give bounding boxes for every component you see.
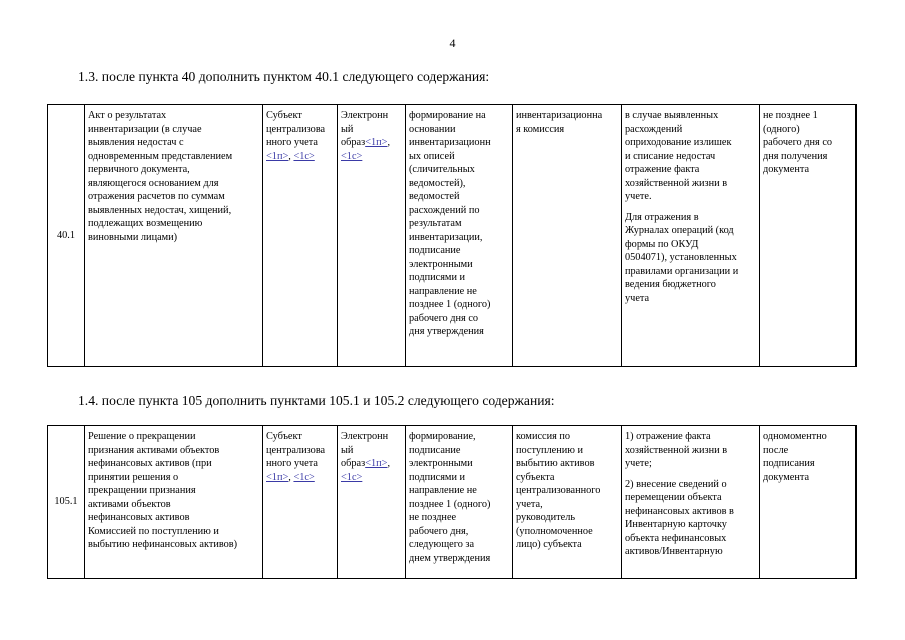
footnote-link-1c[interactable]: <1с> — [293, 471, 315, 483]
format-cell — [338, 105, 406, 367]
cell-text-line: Инвентарную карточку — [625, 519, 727, 530]
cell-text-line: виновными лицами) — [88, 231, 178, 243]
cell-text-line: являющегося основанием для — [88, 177, 219, 189]
cell-text-line: инвентаризации (в случае — [88, 123, 202, 135]
cell-text-line: ведомостей), — [409, 177, 466, 189]
page-number: 4 — [449, 36, 456, 50]
amendment-table-40-1 — [47, 104, 857, 367]
table-row — [48, 105, 856, 367]
footnote-link-1p[interactable]: <1п> — [266, 471, 289, 483]
cell-text-line: отражения расчетов по суммам — [88, 191, 225, 202]
cell-text-line: позднее 1 (одного) — [409, 498, 491, 510]
cell-text-line: подлежащих возмещению — [88, 218, 203, 229]
format-line: Электронн — [341, 431, 389, 442]
cell-text-line: (сличительных — [409, 164, 475, 175]
cell-text-line: отражение факта — [625, 164, 700, 175]
cell-text-line: электронными — [409, 458, 473, 469]
cell-text-line: рабочего дня со — [763, 137, 833, 148]
action-paragraph — [625, 211, 756, 306]
cell-text-line: рабочего дня, — [409, 525, 469, 537]
cell-text-line: подписания — [763, 458, 815, 469]
action-paragraph — [625, 478, 756, 559]
cell-text-line: выявления недостач с — [88, 137, 184, 148]
footnote-link-1c[interactable]: <1с> — [341, 471, 363, 483]
subject-line: Субъект — [266, 110, 302, 121]
cell-text-line: ведения бюджетного — [625, 279, 716, 290]
row-number: 105.1 — [48, 426, 85, 579]
cell-text-line: в случае выявленных — [625, 110, 719, 121]
cell-text-line: инвентаризации, — [409, 231, 483, 243]
cell-text-line: комиссия по — [516, 431, 571, 442]
cell-text-line: Для отражения в — [625, 211, 699, 223]
cell-text-line: электронными — [409, 258, 473, 270]
action-cell — [622, 426, 760, 579]
cell-text-line: выбытию активов — [516, 458, 595, 469]
cell-text-line: активами объектов — [88, 498, 171, 510]
format-cell — [338, 426, 406, 579]
document-name-cell — [85, 105, 263, 367]
cell-text-line: следующего за — [409, 539, 475, 550]
format-line: образ — [341, 137, 366, 148]
cell-text-line: выявленных недостач, хищений, — [88, 204, 232, 216]
cell-text-line: объекта нефинансовых — [625, 532, 727, 544]
cell-text-line: расхождений — [625, 123, 683, 135]
cell-text-line: позднее 1 (одного) — [409, 299, 491, 310]
cell-text-line: дня получения — [763, 150, 828, 162]
cell-text-line: подписание — [409, 444, 461, 456]
footnote-link-1c[interactable]: <1с> — [293, 150, 315, 162]
cell-text-line: Акт о результатах — [88, 110, 167, 121]
cell-text-line: учета — [625, 292, 650, 304]
cell-text-line: учете; — [625, 458, 652, 469]
responsible-cell — [513, 105, 622, 367]
amendment-table-105-1 — [47, 425, 857, 579]
format-line: образ — [341, 458, 366, 469]
deadline-cell — [760, 105, 856, 367]
cell-text-line: подписями и — [409, 272, 466, 283]
separator-text: , — [387, 137, 391, 148]
cell-text-line: ых описей — [409, 150, 455, 162]
format-line: Электронн — [341, 110, 389, 121]
procedure-cell — [406, 105, 513, 367]
cell-text-line: после — [763, 444, 789, 456]
document-name-cell — [85, 426, 263, 579]
cell-text-line: инвентаризационна — [516, 110, 603, 121]
table-row — [48, 426, 856, 579]
cell-text-line: (уполномоченное — [516, 525, 593, 537]
cell-text-line: первичного документа, — [88, 164, 190, 175]
cell-text-line: одновременным представлением — [88, 150, 233, 162]
format-line: ый — [341, 123, 354, 135]
cell-text-line: не позднее 1 — [763, 110, 818, 121]
cell-text-line: ведомостей — [409, 191, 460, 202]
action-cell — [622, 105, 760, 367]
deadline-cell — [760, 426, 856, 579]
cell-text-line: нефинансовых активов — [88, 512, 190, 523]
responsible-cell — [513, 426, 622, 579]
cell-text-line: (одного) — [763, 123, 800, 135]
row-number: 40.1 — [48, 105, 85, 367]
cell-text-line: прекращении признания — [88, 485, 196, 496]
cell-text-line: формирование, — [409, 431, 476, 442]
cell-text-line: формирование на — [409, 110, 486, 121]
cell-text-line: выбытию нефинансовых активов) — [88, 539, 238, 550]
footnote-link-1p[interactable]: <1п> — [266, 150, 289, 162]
cell-text-line: централизованного — [516, 485, 601, 496]
cell-text-line: направление не — [409, 485, 477, 496]
cell-text-line: хозяйственной жизни в — [625, 444, 728, 456]
cell-text-line: формы по ОКУД — [625, 238, 699, 250]
subject-line: нного учета — [266, 137, 318, 148]
format-line: ый — [341, 444, 354, 456]
cell-text-line: руководитель — [516, 512, 576, 523]
subject-cell — [263, 426, 338, 579]
cell-text-line: признания активами объектов — [88, 444, 220, 456]
cell-text-line: расхождений по — [409, 204, 480, 216]
cell-text-line: 2) внесение сведений о — [625, 478, 727, 490]
cell-text-line: хозяйственной жизни в — [625, 177, 728, 189]
cell-text-line: нефинансовых активов в — [625, 505, 734, 517]
cell-text-line: поступлению и — [516, 444, 584, 456]
amendment-heading-40-1: 1.3. после пункта 40 дополнить пунктом 40.1 следующего содержания: — [78, 69, 490, 84]
cell-text-line: документа — [763, 471, 810, 483]
cell-text-line: я комиссия — [516, 123, 565, 135]
cell-text-line: результатам — [409, 218, 462, 229]
cell-text-line: оприходование излишек — [625, 137, 732, 148]
cell-text-line: документа — [763, 164, 810, 175]
cell-text-line: направление не — [409, 285, 477, 297]
cell-text-line: Решение о прекращении — [88, 431, 196, 442]
subject-line: централизова — [266, 123, 326, 135]
cell-text-line: Журналах операций (код — [625, 225, 734, 236]
cell-text-line: инвентаризационн — [409, 137, 491, 148]
action-paragraph — [625, 109, 756, 204]
separator-text: , — [288, 471, 294, 483]
cell-text-line: рабочего дня со — [409, 312, 479, 324]
cell-text-line: дня утверждения — [409, 326, 484, 337]
cell-text-line: одномоментно — [763, 431, 827, 442]
cell-text-line: нефинансовых активов (при — [88, 458, 212, 469]
separator-text: , — [387, 458, 391, 469]
footnote-link-1p[interactable]: <1п> — [365, 137, 388, 148]
subject-line: нного учета — [266, 458, 318, 469]
cell-text-line: учета, — [516, 498, 543, 510]
cell-text-line: субъекта — [516, 471, 555, 483]
cell-text-line: лицо) субъекта — [516, 539, 582, 550]
cell-text-line: подписями и — [409, 471, 466, 483]
cell-text-line: правилами организации и — [625, 265, 739, 277]
cell-text-line: учете. — [625, 191, 652, 202]
cell-text-line: подписание — [409, 245, 461, 256]
cell-text-line: 0504071), установленных — [625, 252, 737, 263]
cell-text-line: не позднее — [409, 512, 457, 523]
cell-text-line: принятии решения о — [88, 471, 179, 483]
action-paragraph — [625, 430, 756, 471]
subject-cell — [263, 105, 338, 367]
footnote-link-1c[interactable]: <1с> — [341, 150, 363, 162]
subject-line: Субъект — [266, 431, 302, 442]
cell-text-line: перемещении объекта — [625, 492, 722, 503]
footnote-link-1p[interactable]: <1п> — [365, 458, 388, 469]
procedure-cell — [406, 426, 513, 579]
cell-text-line: основании — [409, 123, 456, 135]
separator-text: , — [288, 150, 294, 162]
cell-text-line: активов/Инвентарную — [625, 546, 723, 557]
cell-text-line: 1) отражение факта — [625, 431, 711, 442]
subject-line: централизова — [266, 444, 326, 456]
cell-text-line: Комиссией по поступлению и — [88, 525, 219, 537]
amendment-heading-105-1: 1.4. после пункта 105 дополнить пунктами 105.1 и 105.2 следующего содержания: — [78, 393, 555, 408]
cell-text-line: и списание недостач — [625, 150, 716, 162]
cell-text-line: днем утверждения — [409, 552, 491, 564]
